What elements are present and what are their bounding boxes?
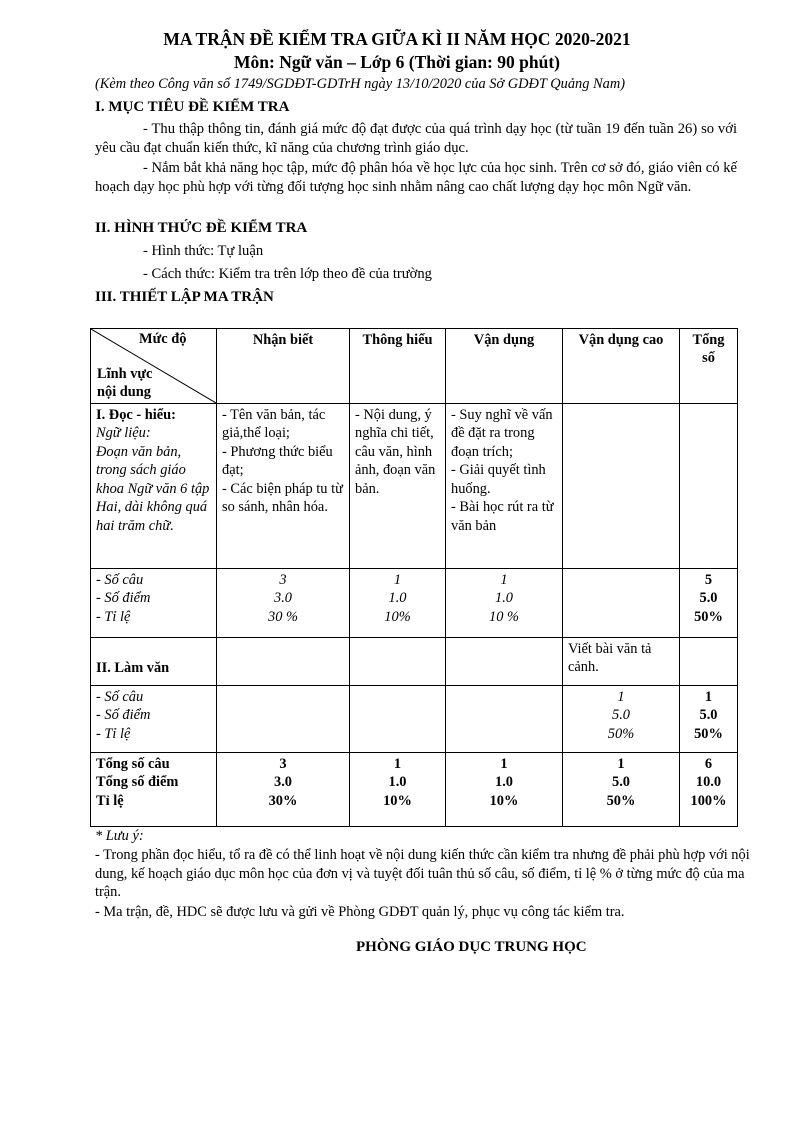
table-header-row <box>91 329 738 404</box>
totals-van-dung-cao: 1 5.0 50% <box>563 753 680 827</box>
writing-stats-nhan-biet <box>217 686 350 753</box>
column-header-van-dung: Vận dụng <box>446 329 563 404</box>
writing-stats-tong: 1 5.0 50% <box>680 686 738 753</box>
reading-domain-label: I. Đọc - hiểu: <box>96 407 176 423</box>
reading-stats-van-dung-cao <box>563 569 680 638</box>
totals-nhan-biet: 3 3.0 30% <box>217 753 350 827</box>
section-1-paragraph-2-text: - Nắm bắt khả năng học tập, mức độ phân hóa về học lực của học sinh. Trên cơ sở đó, giáo viên có kế hoạch dạy học phù hợp với từng đối tượng học sinh nhằm nâng cao chất lượng dạy học môn Ngữ văn. <box>95 160 737 195</box>
reading-stats-thong-hieu: 1 1.0 10% <box>350 569 446 638</box>
column-header-thong-hieu: Thông hiểu <box>350 329 446 404</box>
table-row-reading-stats <box>91 569 738 638</box>
notes-heading: * Lưu ý: <box>95 828 144 844</box>
reading-van-dung-cell: - Suy nghĩ về vấn đề đặt ra trong đoạn trích; - Giải quyết tình huống. - Bài học rút ra từ văn bản <box>446 404 563 569</box>
totals-tong: 6 10.0 100% <box>680 753 738 827</box>
reading-van-dung-cao-cell <box>563 404 680 569</box>
writing-van-dung-cell <box>446 638 563 686</box>
section-1-paragraph-2 <box>95 159 737 197</box>
column-header-van-dung-cao: Vận dụng cao <box>563 329 680 404</box>
signature-unit: PHÒNG GIÁO DỤC TRUNG HỌC <box>356 939 587 955</box>
corner-label-domain-line-1: Lĩnh vực <box>97 366 153 382</box>
corner-label-domain <box>97 365 152 401</box>
writing-nhan-biet-cell <box>217 638 350 686</box>
writing-domain-label: II. Làm văn <box>91 638 217 686</box>
totals-thong-hieu: 1 1.0 10% <box>350 753 446 827</box>
document-title: MA TRẬN ĐỀ KIỂM TRA GIỮA KÌ II NĂM HỌC 2020-2021 <box>163 29 631 49</box>
reading-stats-nhan-biet: 3 3.0 30 % <box>217 569 350 638</box>
writing-tong-cell <box>680 638 738 686</box>
reading-domain-desc: Ngữ liệu: Đoạn văn bản, trong sách giáo khoa Ngữ văn 6 tập Hai, dài không quá hai trăm chữ. <box>96 425 210 534</box>
column-header-tong-so: Tổng số <box>680 329 738 404</box>
section-1-paragraph-1-text: - Thu thập thông tin, đánh giá mức độ đạt được của quá trình dạy học (từ tuần 19 đến tuần 26) so với yêu cầu đạt chuẩn kiến thức, kĩ năng của chương trình giáo dục. <box>95 121 737 156</box>
section-1-paragraph-1 <box>95 120 737 158</box>
reading-thong-hieu-cell: - Nội dung, ý nghĩa chi tiết, câu văn, hình ảnh, đoạn văn bản. <box>350 404 446 569</box>
table-row-writing-stats <box>91 686 738 753</box>
section-3-heading: III. THIẾT LẬP MA TRẬN <box>95 289 274 305</box>
section-2-line-1: - Hình thức: Tự luận <box>143 243 264 259</box>
section-2-heading: II. HÌNH THỨC ĐỀ KIỂM TRA <box>95 220 308 236</box>
section-2-line-2: - Cách thức: Kiểm tra trên lớp theo đề của trường <box>143 266 432 282</box>
column-header-nhan-biet: Nhận biết <box>217 329 350 404</box>
writing-stats-van-dung <box>446 686 563 753</box>
note-1: - Trong phần đọc hiểu, tổ ra đề có thể linh hoạt về nội dung kiến thức cần kiểm tra nhưng đề phải phù hợp với nội dung, kế hoạch giáo dục môn học của đơn vị và tuyệt đối tuân thủ số câu, số điểm, tỉ lệ % ở từng mức độ của ma trận. <box>95 847 750 901</box>
table-row-totals <box>91 753 738 827</box>
writing-stats-labels: - Số câu - Số điểm - Tỉ lệ <box>91 686 217 753</box>
reading-stats-tong: 5 5.0 50% <box>680 569 738 638</box>
assessment-matrix-table <box>90 328 738 827</box>
totals-labels: Tổng số câu Tổng số điểm Tỉ lệ <box>91 753 217 827</box>
table-row-reading <box>91 404 738 569</box>
writing-van-dung-cao-cell: Viết bài văn tả cảnh. <box>563 638 680 686</box>
writing-stats-thong-hieu <box>350 686 446 753</box>
document-subtitle: Môn: Ngữ văn – Lớp 6 (Thời gian: 90 phút) <box>234 52 560 72</box>
reading-stats-van-dung: 1 1.0 10 % <box>446 569 563 638</box>
reading-stats-labels: - Số câu - Số điểm - Tỉ lệ <box>91 569 217 638</box>
document-reference: (Kèm theo Công văn số 1749/SGDĐT-GDTrH ngày 13/10/2020 của Sở GDĐT Quảng Nam) <box>95 76 625 92</box>
table-corner-cell <box>91 329 217 404</box>
totals-van-dung: 1 1.0 10% <box>446 753 563 827</box>
reading-nhan-biet-cell: - Tên văn bản, tác giả,thể loại; - Phương thức biểu đạt; - Các biện pháp tu từ so sánh, nhân hóa. <box>217 404 350 569</box>
writing-thong-hieu-cell <box>350 638 446 686</box>
reading-domain-cell <box>91 404 217 569</box>
note-2: - Ma trận, đề, HDC sẽ được lưu và gửi về Phòng GDĐT quản lý, phục vụ công tác kiểm tra. <box>95 904 625 920</box>
corner-label-level: Mức độ <box>139 331 187 347</box>
table-row-writing <box>91 638 738 686</box>
section-1-heading: I. MỤC TIÊU ĐỀ KIỂM TRA <box>95 99 290 115</box>
reading-tong-cell <box>680 404 738 569</box>
writing-stats-van-dung-cao: 1 5.0 50% <box>563 686 680 753</box>
corner-label-domain-line-2: nội dung <box>97 384 152 400</box>
